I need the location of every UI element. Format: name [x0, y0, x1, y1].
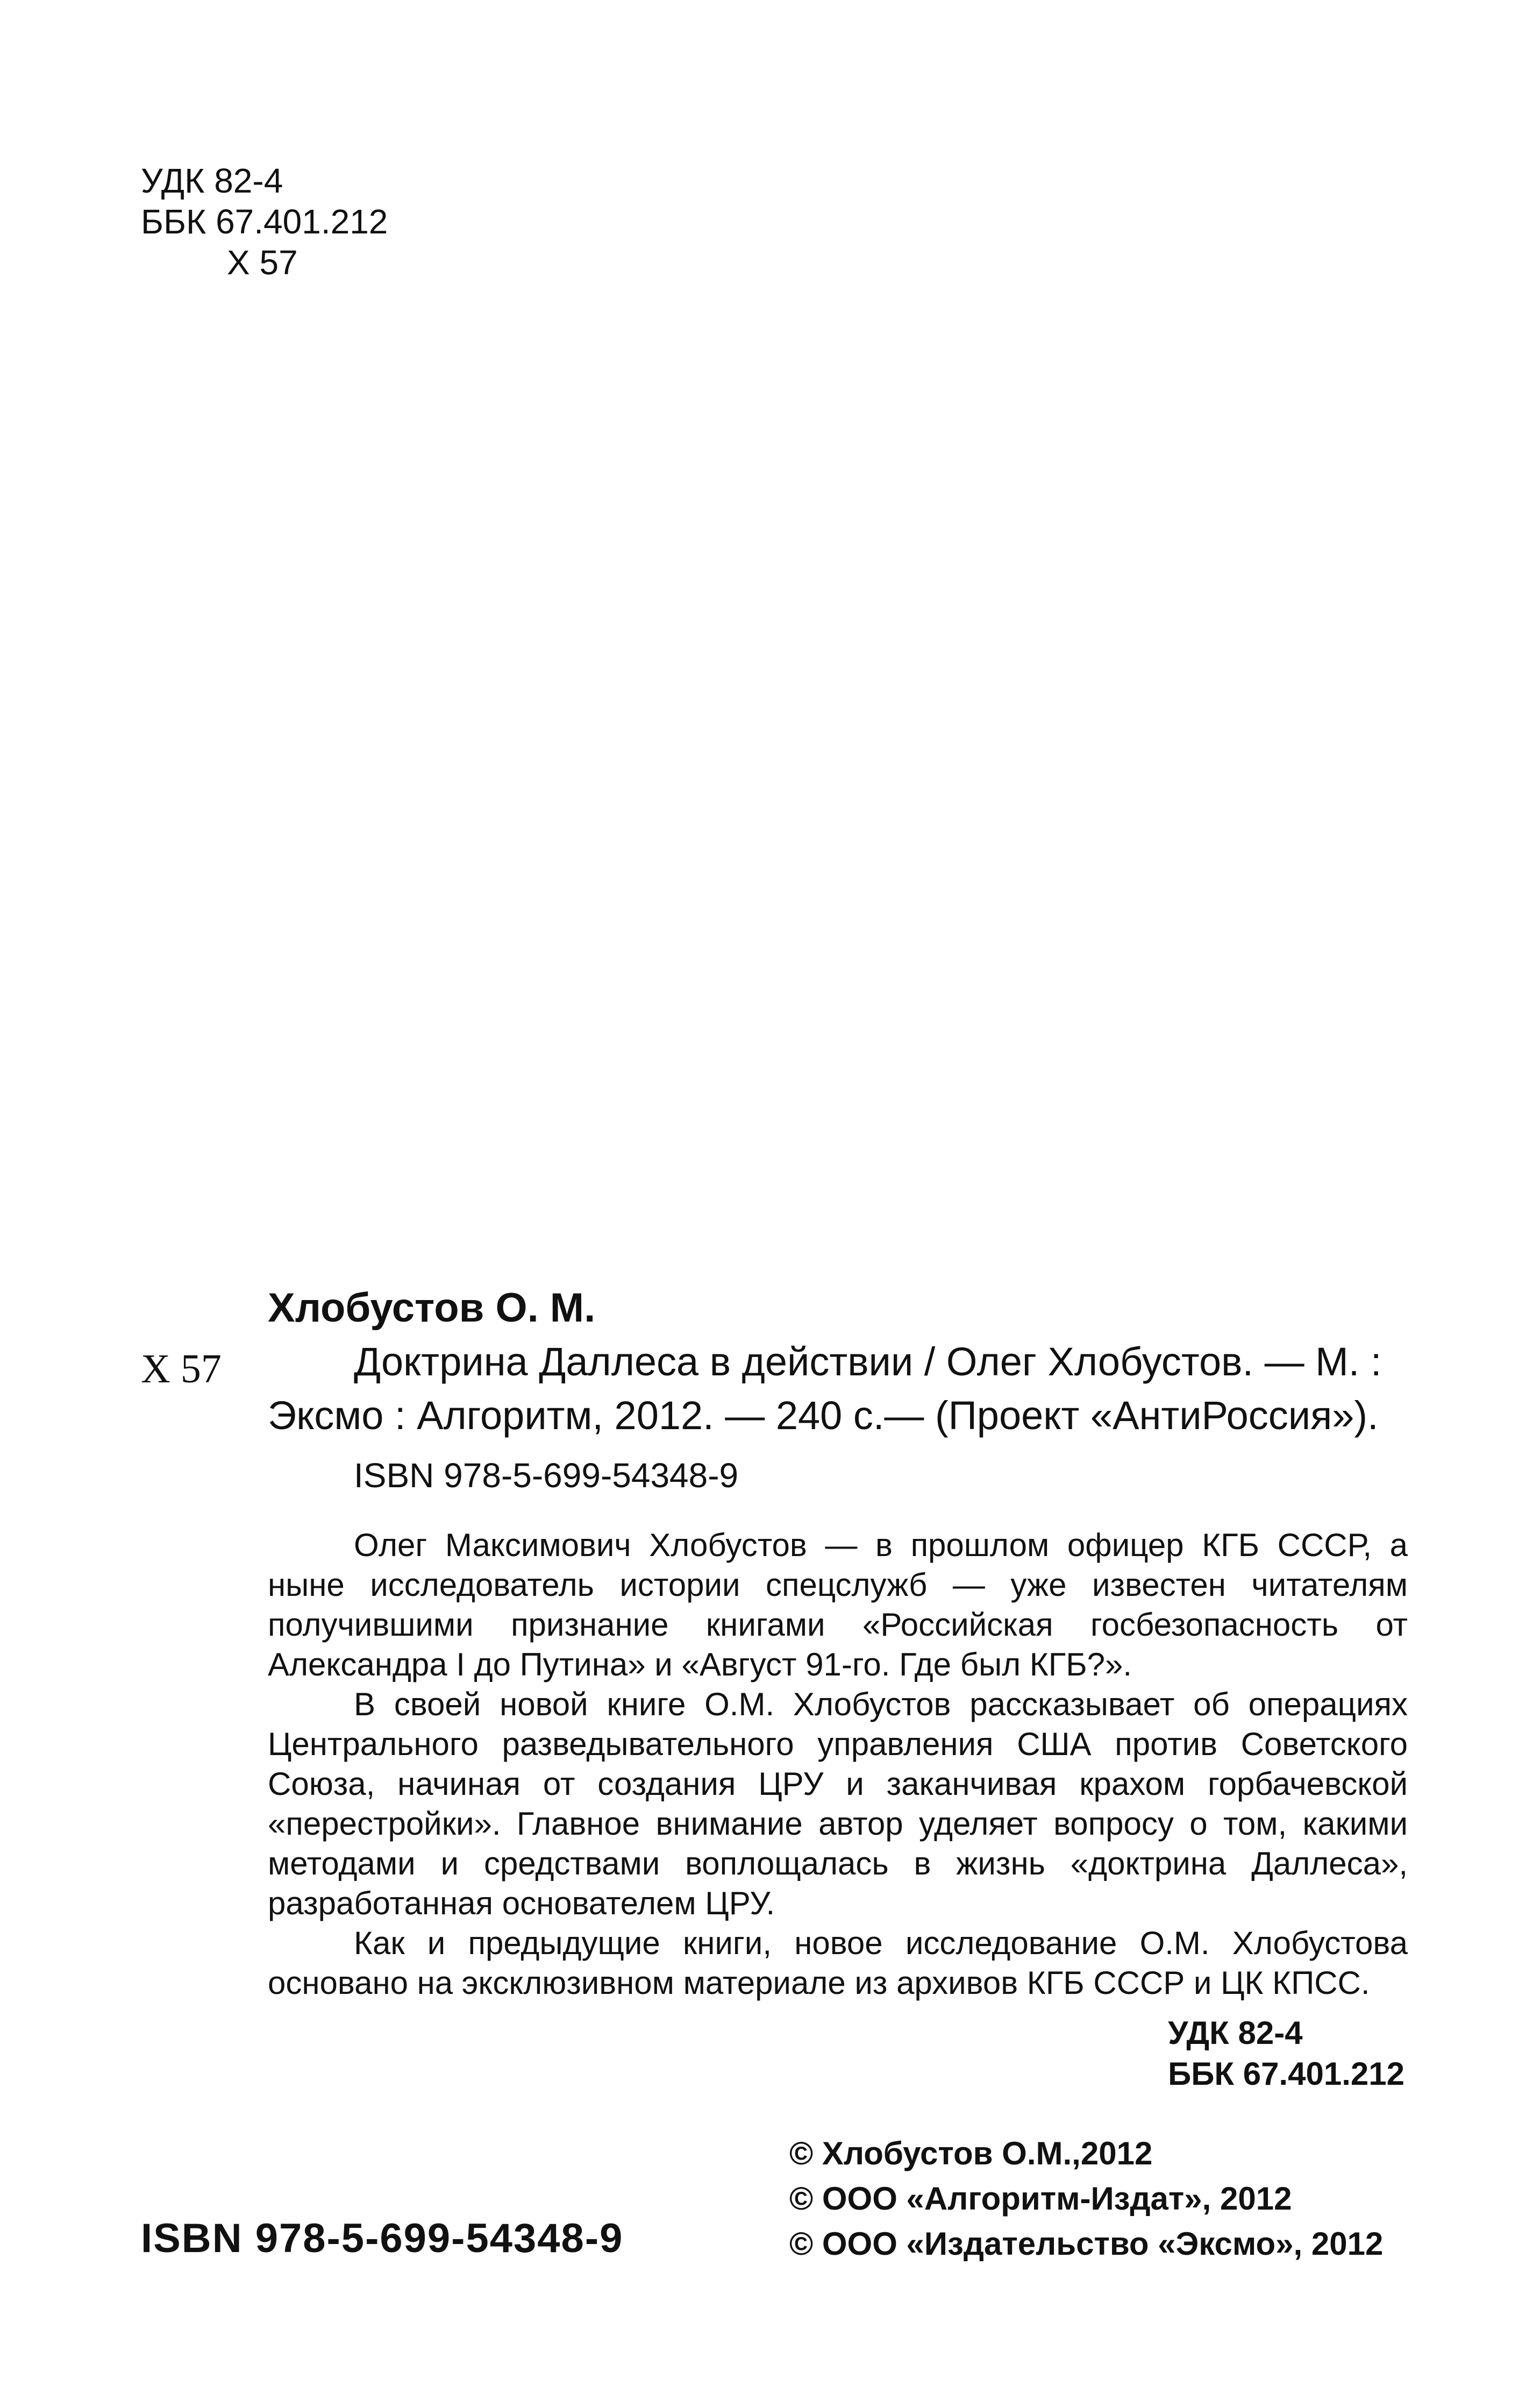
biblio-line-1: Доктрина Даллеса в действии / Олег Хлобустов. — М. :: [354, 1339, 1382, 1384]
biblio-line-2: Эксмо : Алгоритм, 2012. — 240 с.— (Проект «АнтиРоссия»).: [268, 1393, 1379, 1438]
annotation-paragraph: Олег Максимович Хлобустов — в прошлом офицер КГБ СССР, а ныне исследователь истории спецслужб — уже известен читателям получившими признание книгами «Российская госбезопасность от Александра I до Путина» и «Август 91-го. Где был КГБ?».: [268, 1527, 1408, 1682]
bibliographic-description: [268, 1335, 1408, 1443]
copyright-line: © ООО «Алгоритм-Издат», 2012: [789, 2181, 1292, 2217]
author-heading: Хлобустов О. М.: [268, 1285, 596, 1331]
copyright-block: [789, 2131, 1383, 2267]
annotation: [268, 1525, 1408, 2003]
isbn-catalog: ISBN 978-5-699-54348-9: [354, 1456, 739, 1495]
copyright-line: © Хлобустов О.М.,2012: [789, 2135, 1153, 2171]
shelf-code: X 57: [141, 1346, 222, 1391]
bottom-classification-codes: [1168, 2013, 1404, 2094]
bbk-code: ББК 67.401.212: [141, 202, 388, 241]
isbn-bottom: ISBN 978-5-699-54348-9: [141, 2216, 624, 2261]
author-mark: Х 57: [227, 243, 298, 282]
copyright-line: © ООО «Издательство «Эксмо», 2012: [789, 2226, 1384, 2262]
udk-code-bottom: УДК 82-4: [1168, 2015, 1303, 2051]
top-classification-codes: [141, 160, 388, 283]
bbk-code-bottom: ББК 67.401.212: [1168, 2056, 1404, 2092]
annotation-paragraph: В своей новой книге О.М. Хлобустов рассказывает об операциях Центрального разведывательного управления США против Советского Союза, начиная от создания ЦРУ и заканчивая крахом горбачевской «перестройки». Главное внимание автор уделяет вопросу о том, какими методами и средствами воплощалась в жизнь «доктрина Даллеса», разработанная основателем ЦРУ.: [268, 1686, 1408, 1921]
annotation-paragraph: Как и предыдущие книги, новое исследование О.М. Хлобустова основано на эксклюзивном материале из архивов КГБ СССР и ЦК КПСС.: [268, 1925, 1408, 2001]
udk-code: УДК 82-4: [141, 161, 283, 200]
